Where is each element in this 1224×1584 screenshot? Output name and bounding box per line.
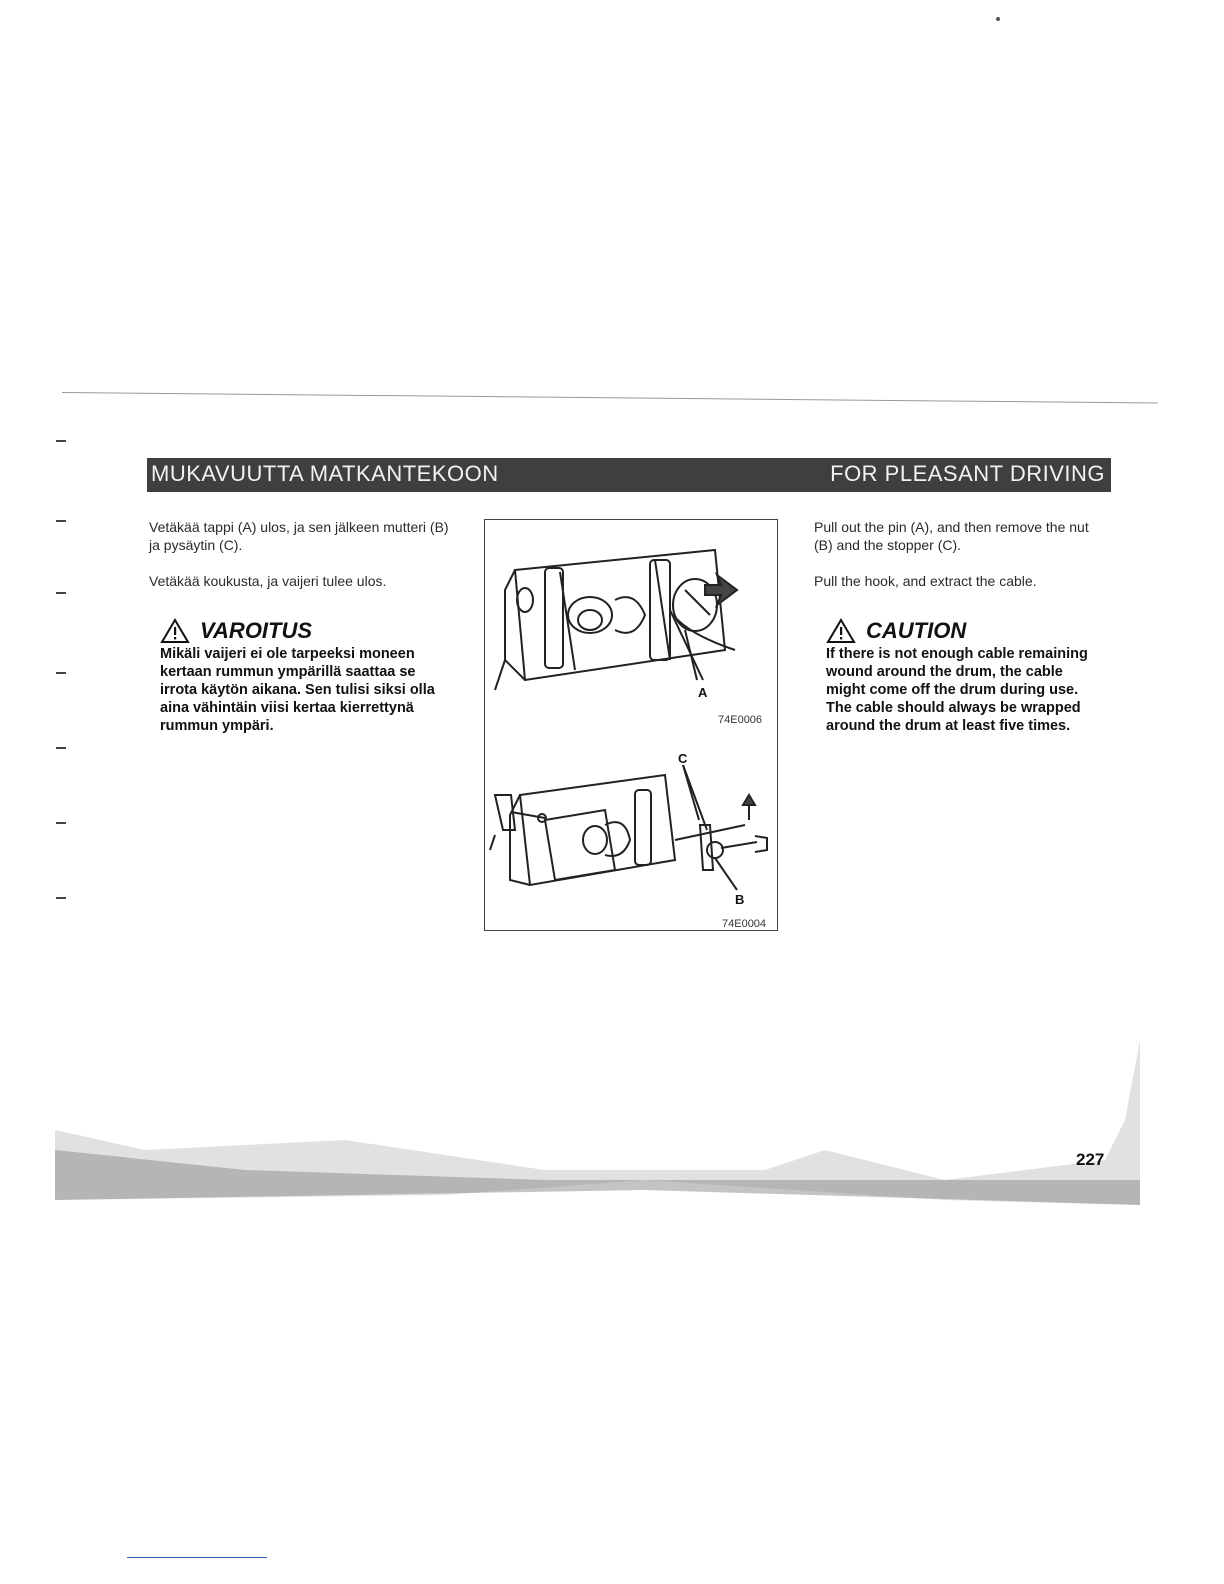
binder-mark [56,592,66,594]
fi-warning-heading [160,618,312,644]
warning-triangle-icon [160,618,190,644]
header-title-en: FOR PLEASANT DRIVING [830,461,1105,486]
en-caution-body: If there is not enough cable remaining wound around the drum, the cable might come off the drum during use. The cable should always be wrapped around the drum at least five times. [826,646,1088,734]
fi-warning-title: VAROITUS [200,618,313,643]
header-title-fi: MUKAVUUTTA MATKANTEKOON [151,461,499,486]
figure-code-top: 74E0006 [718,714,763,726]
en-caution-heading [826,618,966,644]
scan-artifact [45,1030,1145,1210]
top-rule [62,392,1158,404]
bottom-rule [127,1557,267,1558]
fi-paragraph-2: Vetäkää koukusta, ja vaijeri tulee ulos. [149,573,387,589]
figure-code-bottom: 74E0004 [722,918,767,930]
binder-mark [56,520,66,522]
label-c: C [678,751,688,766]
warning-triangle-icon [826,618,856,644]
binder-mark [56,747,66,749]
winch-illustration [485,520,777,930]
en-paragraph-1: Pull out the pin (A), and then remove the nut (B) and the stopper (C). [814,519,1089,553]
binder-mark [56,897,66,899]
label-a: A [698,685,708,700]
fi-warning-body: Mikäli vaijeri ei ole tarpeeksi moneen kertaan rummun ympärillä saattaa se irrota käytön aikana. Sen tulisi siksi olla aina vähintäin viisi kertaa kierrettynä rummun ympäri. [160,646,435,734]
binder-mark [56,440,66,442]
binder-mark [56,822,66,824]
page-number: 227 [1076,1150,1105,1169]
section-header [147,458,1111,492]
en-caution-title: CAUTION [866,618,967,643]
binder-mark [56,672,66,674]
label-b: B [735,892,745,907]
en-paragraph-2: Pull the hook, and extract the cable. [814,573,1037,589]
fi-paragraph-1: Vetäkää tappi (A) ulos, ja sen jälkeen mutteri (B) ja pysäytin (C). [149,519,449,553]
scan-speck [996,17,1000,21]
illustration-box [484,519,778,931]
